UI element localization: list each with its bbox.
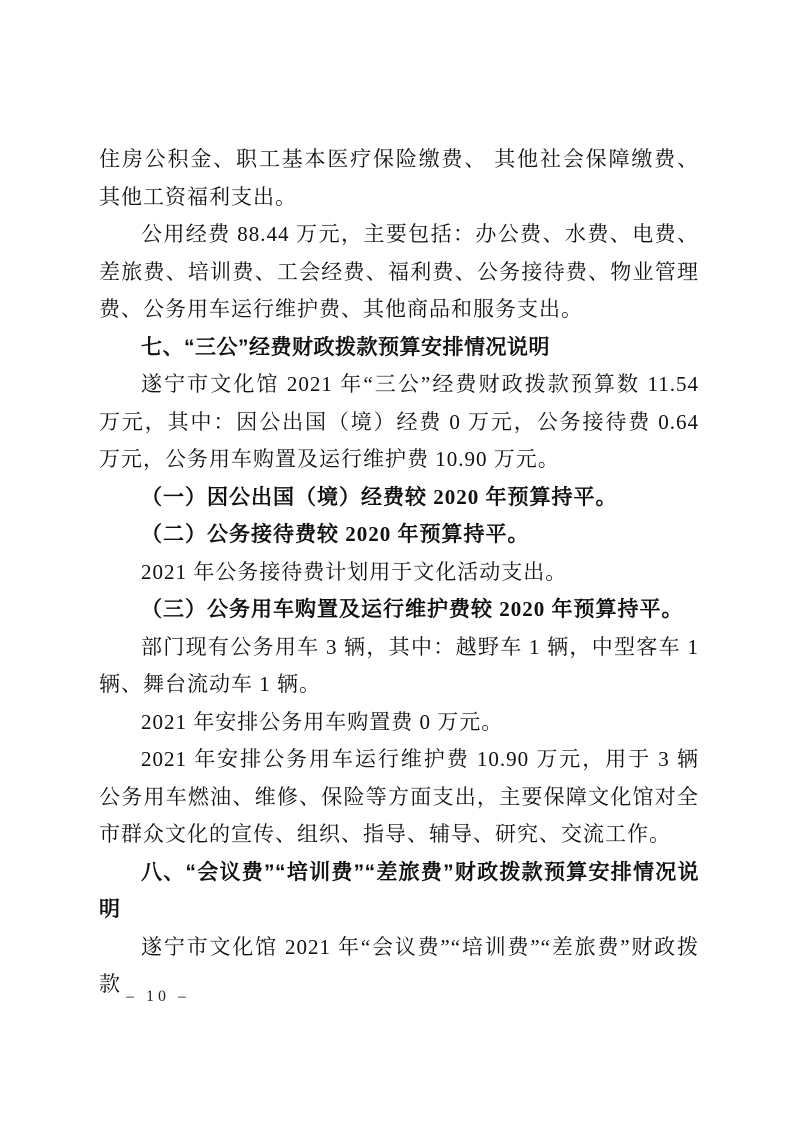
section-8-heading: 八、“会议费”“培训费”“差旅费”财政拨款预算安排情况说明 — [99, 860, 699, 921]
paragraph-vehicle-purchase: 2021 年安排公务用车购置费 0 万元。 — [141, 709, 504, 734]
page-number: – 10 – — [126, 988, 190, 1005]
paragraph-sangong-budget: 遂宁市文化馆 2021 年“三公”经费财政拨款预算数 11.54 万元，其中：因公出国（境）经费 0 万元，公务接待费 0.64 万元，公务用车购置及运行维护费 10.90 万元。 — [99, 372, 699, 471]
subsection-2-reception-expense: （二）公务接待费较 2020 年预算持平。 — [141, 522, 530, 546]
document-content — [99, 141, 699, 1004]
subsection-3-vehicle-expense: （三）公务用车购置及运行维护费较 2020 年预算持平。 — [141, 597, 684, 621]
paragraph-meeting-training-travel: 遂宁市文化馆 2021 年“会议费”“培训费”“差旅费”财政拨款 — [99, 934, 699, 996]
paragraph-public-expense: 公用经费 88.44 万元，主要包括：办公费、水费、电费、差旅费、培训费、工会经费、福利费、公务接待费、物业管理费、公务用车运行维护费、其他商品和服务支出。 — [99, 222, 699, 321]
paragraph-vehicle-maintenance: 2021 年安排公务用车运行维护费 10.90 万元，用于 3 辆公务用车燃油、维修、保险等方面支出，主要保障文化馆对全市群众文化的宣传、组织、指导、辅导、研究、交流工作。 — [99, 747, 699, 846]
paragraph-reception-plan: 2021 年公务接待费计划用于文化活动支出。 — [141, 559, 568, 584]
section-7-heading: 七、“三公”经费财政拨款预算安排情况说明 — [141, 335, 550, 359]
subsection-1-abroad-expense: （一）因公出国（境）经费较 2020 年预算持平。 — [141, 484, 618, 509]
paragraph-salary-welfare-continuation: 住房公积金、职工基本医疗保险缴费、 其他社会保障缴费、其他工资福利支出。 — [99, 147, 699, 209]
paragraph-vehicle-inventory: 部门现有公务用车 3 辆，其中：越野车 1 辆，中型客车 1 辆、舞台流动车 1 辆。 — [99, 634, 699, 696]
